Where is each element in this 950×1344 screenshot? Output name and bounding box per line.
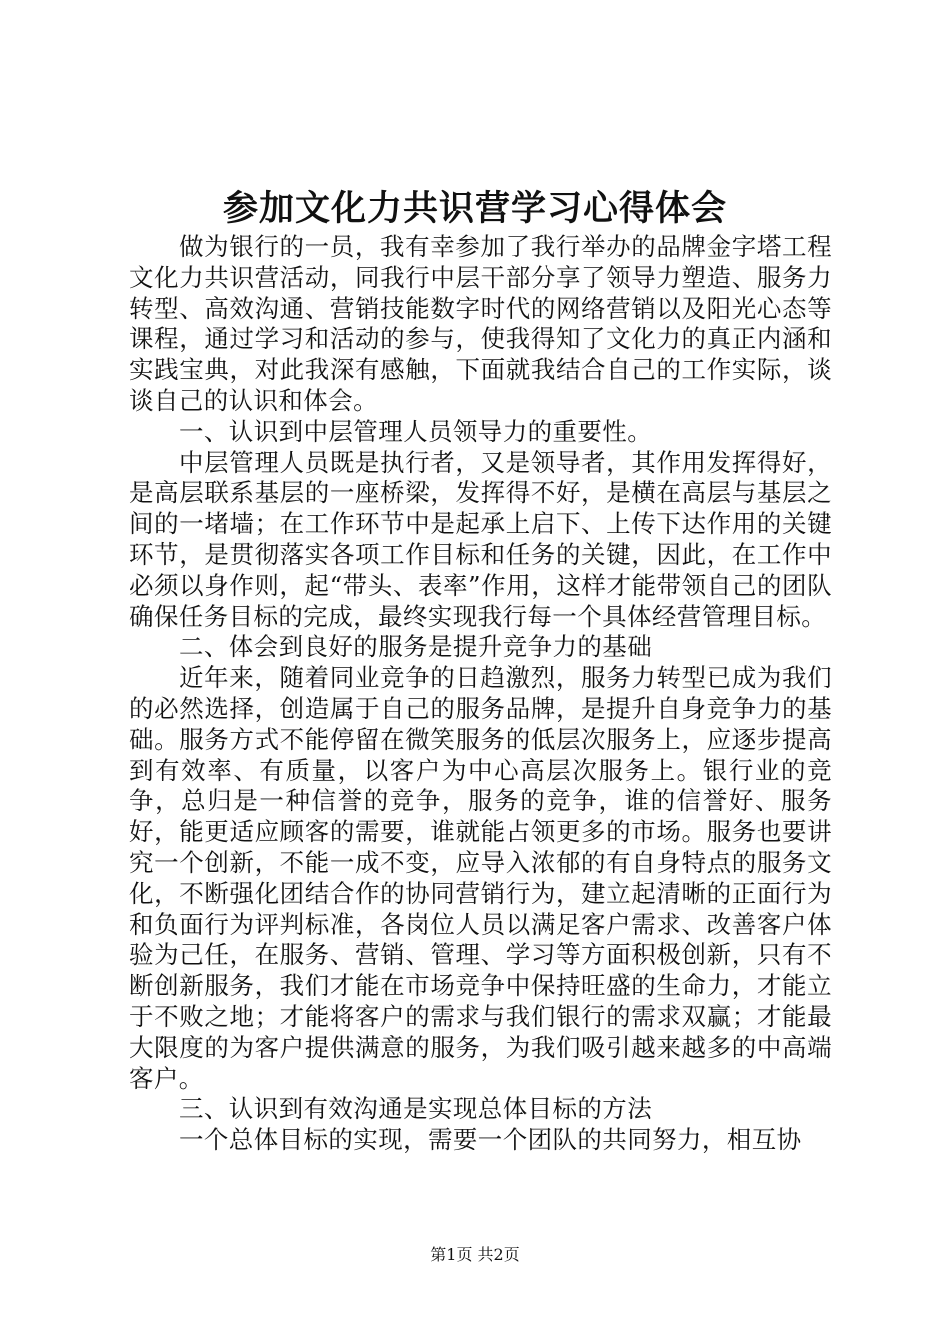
section-paragraph-1: 中层管理人员既是执行者，又是领导者，其作用发挥得好，是高层联系基层的一座桥梁，发挥得不好，是横在高层与基层之间的一堵墙；在工作环节中是起承上启下、上传下达作用的关键环节，是贯彻落实各项工作目标和任务的关键，因此，在工作中必须以身作则，起“带头、表率”作用，这样才能带领自己的团队确保任务目标的完成，最终实现我行每一个具体经营管理目标。 (129, 447, 832, 631)
section-paragraph-2: 近年来，随着同业竞争的日趋激烈，服务力转型已成为我们的必然选择，创造属于自己的服务品牌，是提升自身竞争力的基础。服务方式不能停留在微笑服务的低层次服务上，应逐步提高到有效率、有质量，以客户为中心高层次服务上。银行业的竞争，总归是一种信誉的竞争，服务的竞争，谁的信誉好、服务好，能更适应顾客的需要，谁就能占领更多的市场。服务也要讲究一个创新，不能一成不变，应导入浓郁的有自身特点的服务文化，不断强化团结合作的协同营销行为，建立起清晰的正面行为和负面行为评判标准，各岗位人员以满足客户需求、改善客户体验为己任，在服务、营销、管理、学习等方面积极创新，只有不断创新服务，我们才能在市场竞争中保持旺盛的生命力，才能立于不败之地；才能将客户的需求与我们银行的需求双赢；才能最大限度的为客户提供满意的服务，为我们吸引越来越多的中高端客户。 (129, 663, 832, 1093)
section-heading-1: 一、认识到中层管理人员领导力的重要性。 (179, 416, 653, 446)
page-footer: 第1页 共2页 (430, 1245, 520, 1264)
section-heading-2: 二、体会到良好的服务是提升竞争力的基础 (179, 632, 653, 662)
document-title: 参加文化力共识营学习心得体会 (222, 189, 727, 229)
document-body (129, 232, 832, 1156)
intro-paragraph: 做为银行的一员，我有幸参加了我行举办的品牌金字塔工程文化力共识营活动，同我行中层干部分享了领导力塑造、服务力转型、高效沟通、营销技能数字时代的网络营销以及阳光心态等课程，通过学习和活动的参与，使我得知了文化力的真正内涵和实践宝典，对此我深有感触，下面就我结合自己的工作实际，谈谈自己的认识和体会。 (129, 232, 832, 415)
section-paragraph-3: 一个总体目标的实现，需要一个团队的共同努力，相互协 (179, 1125, 802, 1155)
section-heading-3: 三、认识到有效沟通是实现总体目标的方法 (179, 1094, 653, 1124)
